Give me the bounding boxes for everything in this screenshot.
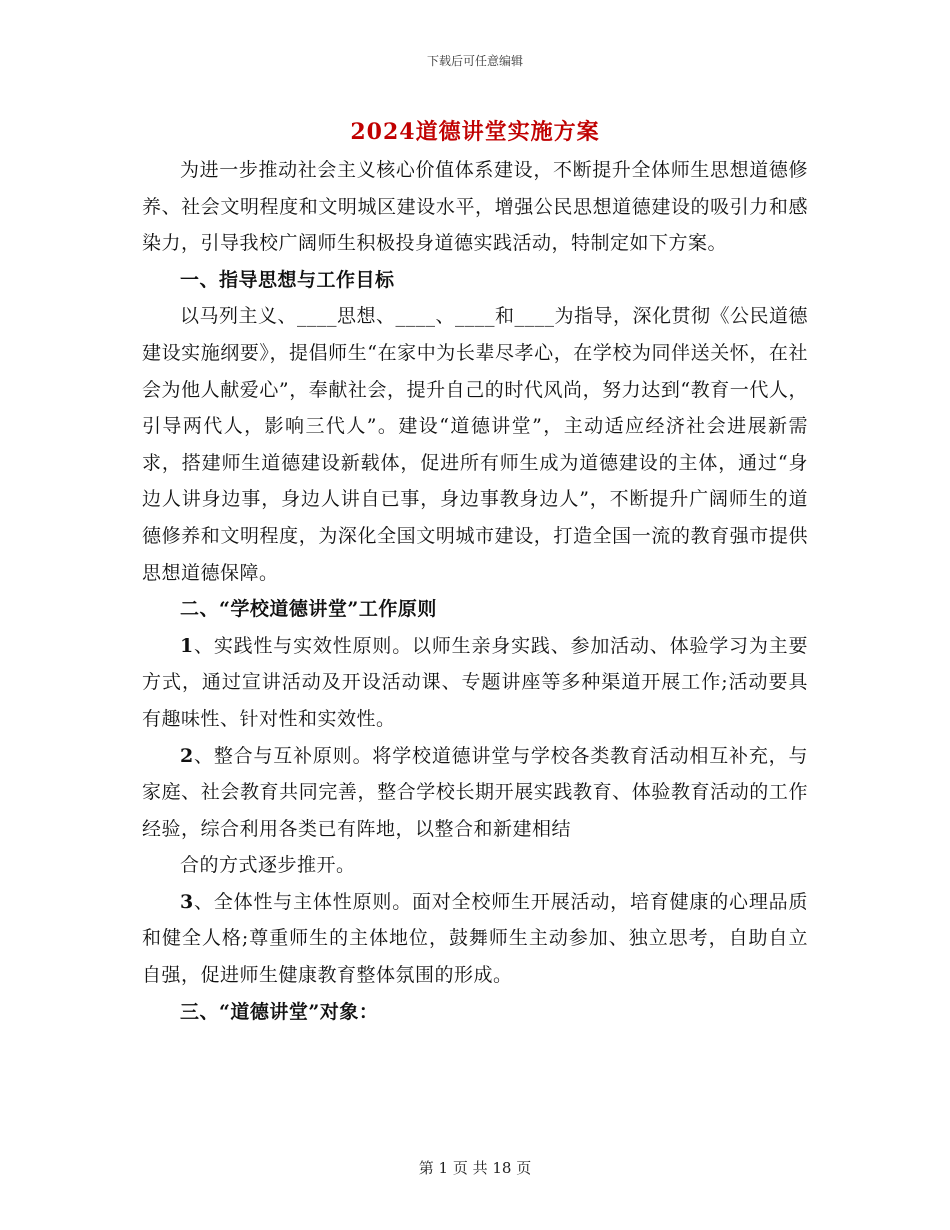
principle-text: 合的方式逐步推开。: [180, 854, 356, 877]
section-1-heading: 一、指导思想与工作目标: [180, 268, 395, 291]
principle-number: 2: [180, 744, 194, 767]
section-1-paragraph: 以马列主义、____思想、____、____和____为指导，深化贯彻《公民道德建设实施纲要》，提倡师生“在家中为长辈尽孝心，在学校为同伴送关怀，在社会为他人献爱心”，奉献社会，提升自己的时代风尚，努力达到“教育一代人，引导两代人，影响三代人”。建设“道德讲堂”，主动适应经济社会进展新需求，搭建师生道德建设新载体，促进所有师生成为道德建设的主体，通过“身边人讲身边事，身边人讲自已事，身边事教身边人”，不断提升广阔师生的道德修养和文明程度，为深化全国文明城市建设，打造全国一流的教育强市提供思想道德保障。: [142, 305, 809, 584]
principle-number: 3: [180, 890, 194, 913]
principle-item-3: [142, 884, 808, 994]
principle-number: 1: [180, 634, 194, 657]
section-3-heading: 三、“道德讲堂”对象：: [180, 1000, 379, 1023]
page-footer: 第 1 页 共 18 页: [418, 1159, 532, 1177]
principle-item-2-continuation: [142, 847, 808, 884]
section-2-heading: 二、“学校道德讲堂”工作原则: [180, 598, 437, 621]
page-header: 下载后可任意编辑: [426, 54, 523, 68]
principle-item-2: [142, 738, 808, 848]
intro-paragraph: 为进一步推动社会主义核心价值体系建设，不断提升全体师生思想道德修养、社会文明程度和文明城区建设水平，增强公民思想道德建设的吸引力和感染力，引导我校广阔师生积极投身道德实践活动，特制定如下方案。: [142, 159, 808, 255]
principle-text: 、整合与互补原则。将学校道德讲堂与学校各类教育活动相互补充，与家庭、社会教育共同完善，整合学校长期开展实践教育、体验教育活动的工作经验，综合利用各类已有阵地，以整合和新建相结: [142, 744, 808, 840]
principle-text: 、实践性与实效性原则。以师生亲身实践、参加活动、体验学习为主要方式，通过宣讲活动及开设活动课、专题讲座等多种渠道开展工作;活动要具有趣味性、针对性和实效性。: [142, 634, 808, 730]
document-body: [142, 152, 808, 1030]
principle-text: 、全体性与主体性原则。面对全校师生开展活动，培育健康的心理品质和健全人格;尊重师生的主体地位，鼓舞师生主动参加、独立思考，自助自立自强，促进师生健康教育整体氛围的形成。: [142, 890, 808, 987]
principle-item-1: [142, 628, 808, 738]
document-title: 2024道德讲堂实施方案: [350, 119, 600, 145]
